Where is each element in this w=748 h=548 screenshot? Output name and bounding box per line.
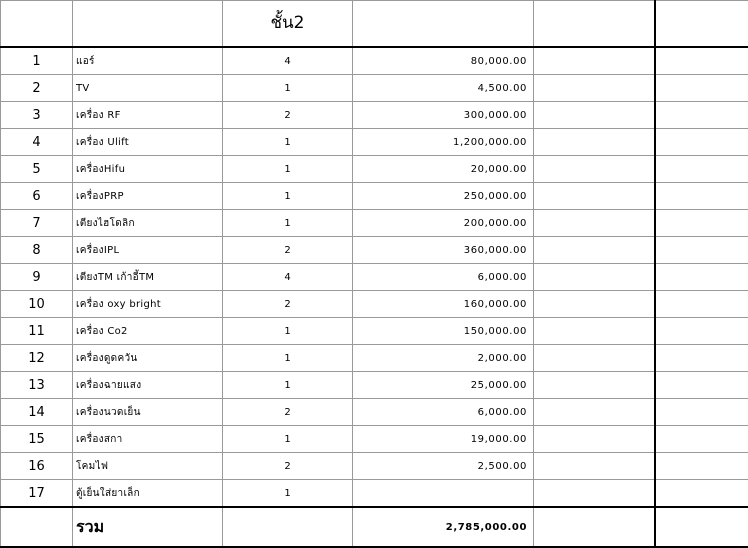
- price-cell[interactable]: 6,000.00: [353, 399, 534, 426]
- row-number-cell[interactable]: 16: [1, 453, 73, 480]
- item-name-cell[interactable]: เครื่องสกา: [73, 426, 223, 453]
- item-name-cell[interactable]: เครื่องIPL: [73, 237, 223, 264]
- extra-cell[interactable]: [534, 318, 655, 345]
- table-row: [1, 183, 748, 210]
- table-row: [1, 47, 748, 75]
- table-row: [1, 129, 748, 156]
- item-name-cell[interactable]: โคมไฟ: [73, 453, 223, 480]
- price-cell[interactable]: 300,000.00: [353, 102, 534, 129]
- table-row: [1, 156, 748, 183]
- item-name-cell[interactable]: แอร์: [73, 47, 223, 75]
- table-row: [1, 264, 748, 291]
- quantity-cell[interactable]: 1: [223, 345, 353, 372]
- extra-cell[interactable]: [534, 75, 655, 102]
- quantity-cell[interactable]: 1: [223, 75, 353, 102]
- row-number-cell[interactable]: 5: [1, 156, 73, 183]
- price-cell[interactable]: 360,000.00: [353, 237, 534, 264]
- quantity-cell[interactable]: 4: [223, 47, 353, 75]
- total-blank-cell[interactable]: [655, 507, 748, 547]
- blank-cell[interactable]: [655, 129, 748, 156]
- item-name-cell[interactable]: เครื่อง Co2: [73, 318, 223, 345]
- blank-cell[interactable]: [655, 345, 748, 372]
- row-number-cell[interactable]: 3: [1, 102, 73, 129]
- price-cell[interactable]: 80,000.00: [353, 47, 534, 75]
- quantity-cell[interactable]: 1: [223, 210, 353, 237]
- item-name-cell[interactable]: เตียงไฮโดลิก: [73, 210, 223, 237]
- extra-cell[interactable]: [534, 264, 655, 291]
- table-row: [1, 237, 748, 264]
- price-cell[interactable]: 150,000.00: [353, 318, 534, 345]
- row-number-cell[interactable]: 6: [1, 183, 73, 210]
- table-row: [1, 75, 748, 102]
- extra-cell[interactable]: [534, 453, 655, 480]
- blank-cell[interactable]: [655, 480, 748, 508]
- quantity-cell[interactable]: 4: [223, 264, 353, 291]
- item-name-cell[interactable]: เตียงTM เก้าอี้TM: [73, 264, 223, 291]
- blank-cell[interactable]: [655, 183, 748, 210]
- blank-cell[interactable]: [655, 210, 748, 237]
- price-cell[interactable]: 4,500.00: [353, 75, 534, 102]
- table-row: [1, 372, 748, 399]
- table-row: [1, 102, 748, 129]
- blank-cell[interactable]: [655, 426, 748, 453]
- row-number-cell[interactable]: 7: [1, 210, 73, 237]
- blank-cell[interactable]: [655, 264, 748, 291]
- extra-cell[interactable]: [534, 291, 655, 318]
- row-number-cell[interactable]: 8: [1, 237, 73, 264]
- blank-cell[interactable]: [655, 237, 748, 264]
- row-number-cell[interactable]: 12: [1, 345, 73, 372]
- price-cell[interactable]: [353, 480, 534, 508]
- row-number-cell[interactable]: 17: [1, 480, 73, 508]
- item-name-cell[interactable]: เครื่องนวดเย็น: [73, 399, 223, 426]
- table-row: [1, 399, 748, 426]
- row-number-cell[interactable]: 10: [1, 291, 73, 318]
- quantity-cell[interactable]: 1: [223, 129, 353, 156]
- extra-cell[interactable]: [534, 237, 655, 264]
- price-cell[interactable]: 250,000.00: [353, 183, 534, 210]
- table-row: [1, 345, 748, 372]
- quantity-cell[interactable]: 2: [223, 102, 353, 129]
- item-name-cell[interactable]: เครื่อง oxy bright: [73, 291, 223, 318]
- price-cell[interactable]: 200,000.00: [353, 210, 534, 237]
- quantity-cell[interactable]: 1: [223, 372, 353, 399]
- extra-cell[interactable]: [534, 426, 655, 453]
- row-number-cell[interactable]: 1: [1, 47, 73, 75]
- row-number-cell[interactable]: 14: [1, 399, 73, 426]
- quantity-cell[interactable]: 2: [223, 237, 353, 264]
- blank-cell[interactable]: [655, 372, 748, 399]
- extra-cell[interactable]: [534, 480, 655, 508]
- price-cell[interactable]: 160,000.00: [353, 291, 534, 318]
- price-cell[interactable]: 19,000.00: [353, 426, 534, 453]
- quantity-cell[interactable]: 1: [223, 318, 353, 345]
- blank-cell[interactable]: [655, 399, 748, 426]
- extra-cell[interactable]: [534, 372, 655, 399]
- total-label[interactable]: รวม: [73, 507, 223, 547]
- price-cell[interactable]: 2,500.00: [353, 453, 534, 480]
- table-row: [1, 210, 748, 237]
- item-name-cell[interactable]: เครื่อง Ulift: [73, 129, 223, 156]
- blank-cell[interactable]: [655, 291, 748, 318]
- blank-cell[interactable]: [655, 156, 748, 183]
- item-name-cell[interactable]: TV: [73, 75, 223, 102]
- item-name-cell[interactable]: เครื่องPRP: [73, 183, 223, 210]
- row-number-cell[interactable]: 2: [1, 75, 73, 102]
- table-row: [1, 426, 748, 453]
- quantity-cell[interactable]: 1: [223, 156, 353, 183]
- table-row: [1, 453, 748, 480]
- price-cell[interactable]: 25,000.00: [353, 372, 534, 399]
- total-row: [1, 507, 748, 547]
- extra-cell[interactable]: [534, 102, 655, 129]
- total-extra-cell[interactable]: [534, 507, 655, 547]
- row-number-cell[interactable]: 9: [1, 264, 73, 291]
- header-cell-extra[interactable]: [534, 1, 655, 48]
- item-name-cell[interactable]: เครื่องHifu: [73, 156, 223, 183]
- header-cell-no[interactable]: [1, 1, 73, 48]
- header-row: [1, 1, 748, 48]
- blank-cell[interactable]: [655, 47, 748, 75]
- extra-cell[interactable]: [534, 156, 655, 183]
- blank-cell[interactable]: [655, 102, 748, 129]
- blank-cell[interactable]: [655, 318, 748, 345]
- extra-cell[interactable]: [534, 47, 655, 75]
- floor-title[interactable]: ชั้น2: [223, 1, 353, 48]
- total-qty-cell[interactable]: [223, 507, 353, 547]
- row-number-cell[interactable]: 11: [1, 318, 73, 345]
- row-number-cell[interactable]: 4: [1, 129, 73, 156]
- extra-cell[interactable]: [534, 345, 655, 372]
- table-row: [1, 480, 748, 508]
- extra-cell[interactable]: [534, 129, 655, 156]
- item-name-cell[interactable]: ตู้เย็นใส่ยาเล็ก: [73, 480, 223, 508]
- total-number-cell[interactable]: [1, 507, 73, 547]
- price-cell[interactable]: 20,000.00: [353, 156, 534, 183]
- price-cell[interactable]: 2,000.00: [353, 345, 534, 372]
- quantity-cell[interactable]: 1: [223, 426, 353, 453]
- quantity-cell[interactable]: 2: [223, 399, 353, 426]
- header-cell-blank[interactable]: [655, 1, 748, 48]
- row-number-cell[interactable]: 13: [1, 372, 73, 399]
- extra-cell[interactable]: [534, 399, 655, 426]
- quantity-cell[interactable]: 1: [223, 480, 353, 508]
- item-name-cell[interactable]: เครื่องฉายแสง: [73, 372, 223, 399]
- header-cell-name[interactable]: [73, 1, 223, 48]
- total-value[interactable]: 2,785,000.00: [353, 507, 534, 547]
- quantity-cell[interactable]: 2: [223, 453, 353, 480]
- table-row: [1, 291, 748, 318]
- blank-cell[interactable]: [655, 453, 748, 480]
- quantity-cell[interactable]: 2: [223, 291, 353, 318]
- table-row: [1, 318, 748, 345]
- quantity-cell[interactable]: 1: [223, 183, 353, 210]
- item-name-cell[interactable]: เครื่อง RF: [73, 102, 223, 129]
- price-cell[interactable]: 6,000.00: [353, 264, 534, 291]
- header-cell-price[interactable]: [353, 1, 534, 48]
- price-cell[interactable]: 1,200,000.00: [353, 129, 534, 156]
- extra-cell[interactable]: [534, 183, 655, 210]
- row-number-cell[interactable]: 15: [1, 426, 73, 453]
- item-name-cell[interactable]: เครื่องดูดควัน: [73, 345, 223, 372]
- blank-cell[interactable]: [655, 75, 748, 102]
- extra-cell[interactable]: [534, 210, 655, 237]
